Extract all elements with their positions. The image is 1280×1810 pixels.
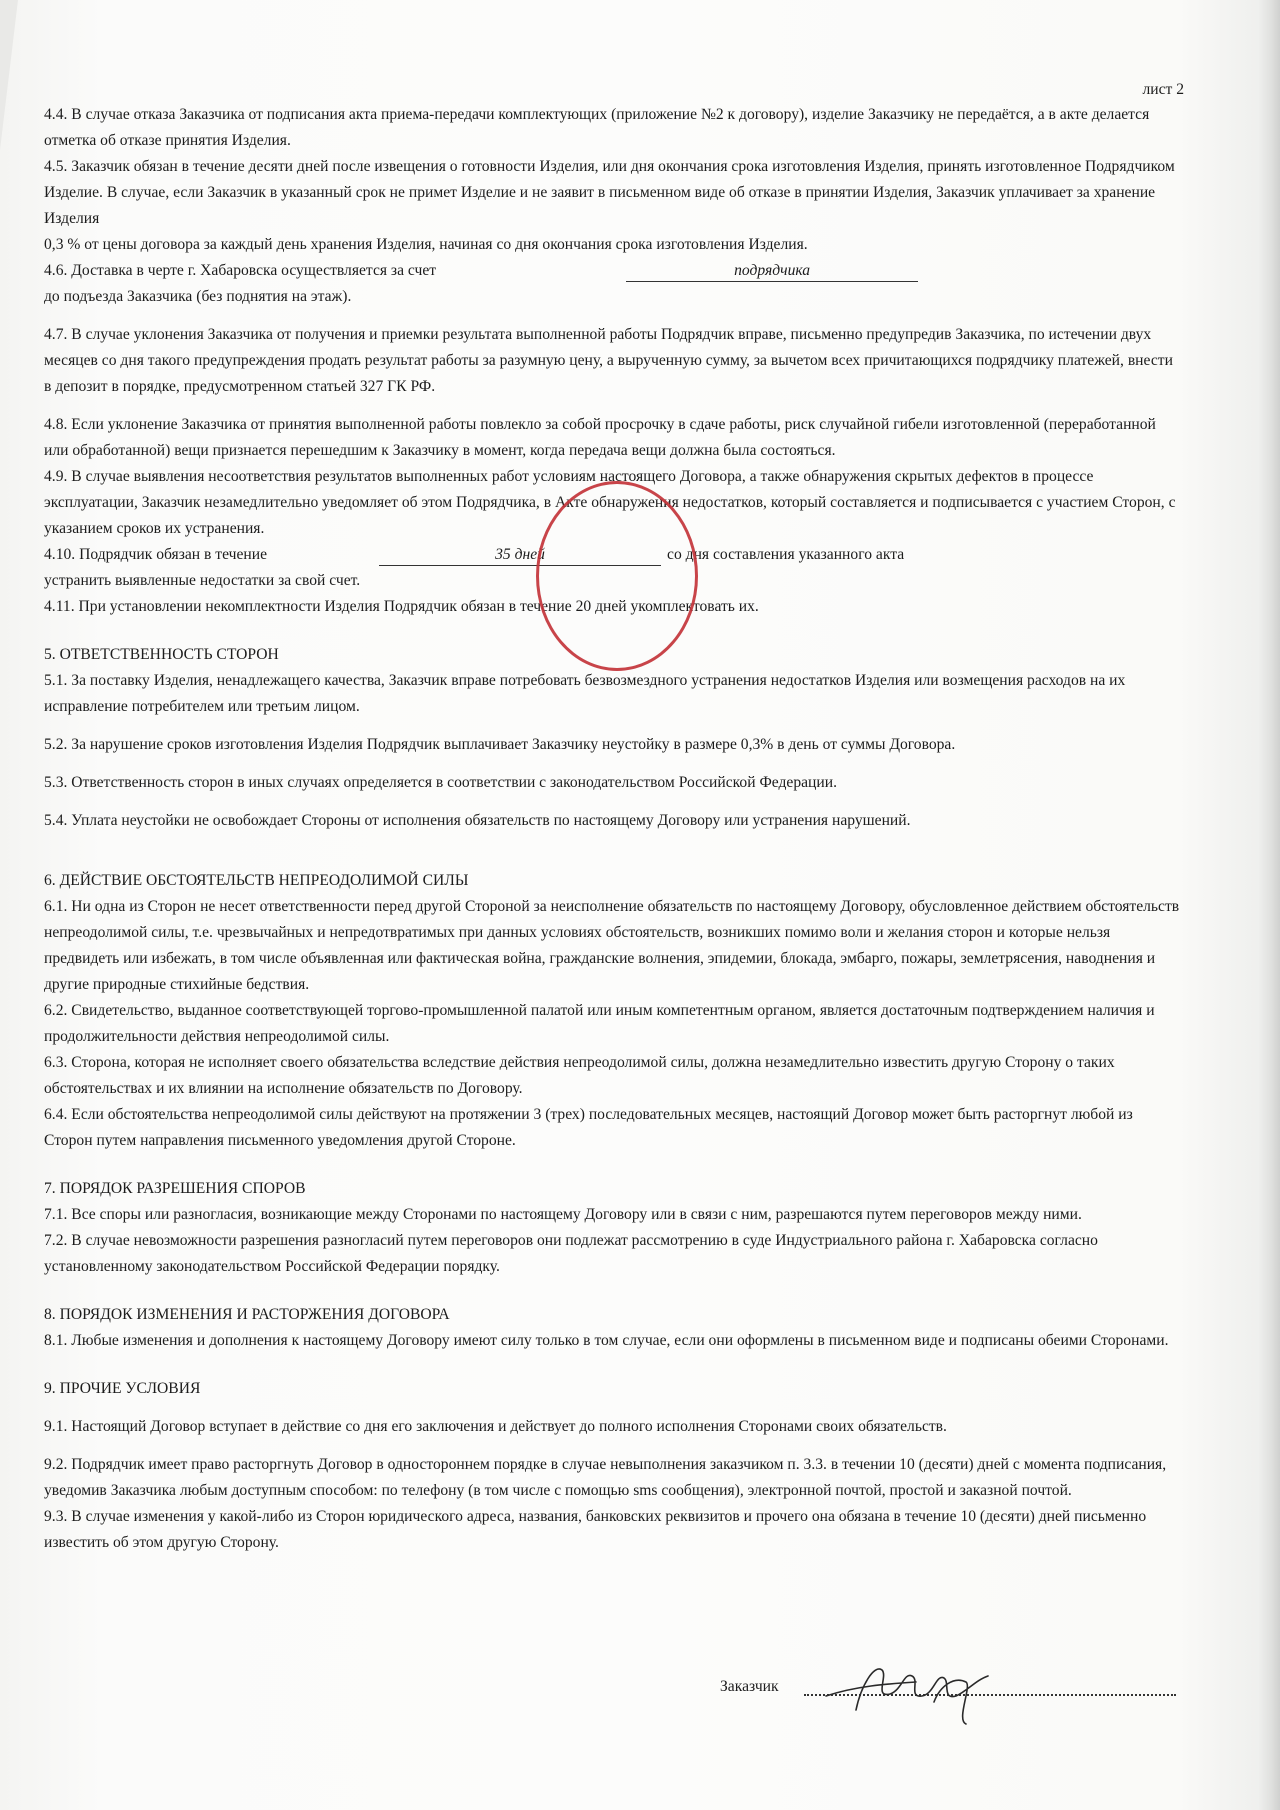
clause-4-4: 4.4. В случае отказа Заказчика от подписания акта приема-передачи комплектующих (приложение №2 к договору), изделие Заказчику не передаётся, а в акте делается отметка об отказе принятия Изделия. <box>44 106 1150 149</box>
clause-4-9: 4.9. В случае выявления несоответствия результатов выполненных работ условиям настоящего Договора, а также обнаружения скрытых дефектов в процессе эксплуатации, Заказчик незамедлительно уведомляет об этом Подрядчика, в Акте обнаружения недостатков, который составляется и подписывается с участием Сторон, с указанием сроков их устранения. <box>44 468 1176 537</box>
document-body <box>44 78 1184 1556</box>
clause-7-1: 7.1. Все споры или разногласия, возникающие между Сторонами по настоящему Договору или в связи с ним, разрешаются путем переговоров между ними. <box>44 1206 1082 1223</box>
folded-corner <box>0 0 18 150</box>
clause-4-10-line2: устранить выявленные недостатки за свой счет. <box>44 572 361 589</box>
clause-4-6 <box>44 258 1184 284</box>
customer-signature-label: Заказчик <box>720 1678 779 1695</box>
clause-4-10-text: 4.10. Подрядчик обязан в течение <box>44 546 268 563</box>
clause-4-7: 4.7. В случае уклонения Заказчика от получения и приемки результата выполненной работы Подрядчик вправе, письменно предупредив Заказчика, по истечении двух месяцев со дня такого предупреждения продать результат работы за разумную цену, а вырученную сумму, за вычетом всех причитающихся подрядчику платежей, внести в депозит в порядке, предусмотренном статьей 327 ГК РФ. <box>44 326 1173 395</box>
clause-9-1: 9.1. Настоящий Договор вступает в действие со дня его заключения и действует до полного исполнения Сторонами своих обязательств. <box>44 1418 947 1435</box>
delivery-payer-value: подрядчика <box>626 261 918 282</box>
section-9-title: 9. ПРОЧИЕ УСЛОВИЯ <box>44 1380 201 1397</box>
section-7-title: 7. ПОРЯДОК РАЗРЕШЕНИЯ СПОРОВ <box>44 1180 306 1197</box>
clause-4-5-rate: 0,3 % от цены договора за каждый день хранения Изделия, начиная со дня окончания срока изготовления Изделия. <box>44 236 808 253</box>
section-8-title: 8. ПОРЯДОК ИЗМЕНЕНИЯ И РАСТОРЖЕНИЯ ДОГОВОРА <box>44 1306 450 1323</box>
clause-6-1: 6.1. Ни одна из Сторон не несет ответственности перед другой Стороной за неисполнение обязательств по настоящему Договору, обусловленное действием обстоятельств непреодолимой силы, т.е. чрезвычайных и непредотвратимых при данных условиях обстоятельств, возникших помимо воли и желания сторон и которые нельзя предвидеть или избежать, в том числе объявленная или фактическая война, гражданские волнения, эпидемии, блокада, эмбарго, пожары, землетрясения, наводнения и другие природные стихийные бедствия. <box>44 898 1180 993</box>
section-5-title: 5. ОТВЕТСТВЕННОСТЬ СТОРОН <box>44 646 279 663</box>
repair-days-value: 35 дней <box>379 545 661 566</box>
clause-4-8: 4.8. Если уклонение Заказчика от принятия выполненной работы повлекло за собой просрочку в сдаче работы, риск случайной гибели изготовленной (переработанной или обработанной) вещи признается перешедшим к Заказчику в момент, когда передача вещи должна была состояться. <box>44 416 1156 459</box>
clause-9-3: 9.3. В случае изменения у какой-либо из Сторон юридического адреса, названия, банковских реквизитов и прочего она обязана в течение 10 (десяти) дней письменно известить об этом другую Сторону. <box>44 1508 1147 1551</box>
clause-4-5: 4.5. Заказчик обязан в течение десяти дней после извещения о готовности Изделия, или дня окончания срока изготовления Изделия, принять изготовленное Подрядчиком Изделие. В случае, если Заказчик в указанный срок не примет Изделие и не заявит в письменном виде об отказе в принятии Изделия, Заказчик уплачивает за хранение Изделия <box>44 158 1175 227</box>
clause-4-11: 4.11. При установлении некомплектности Изделия Подрядчик обязан в течение 20 дней укомплектовать их. <box>44 598 759 615</box>
clause-7-2: 7.2. В случае невозможности разрешения разногласий путем переговоров они подлежат рассмотрению в суде Индустриального района г. Хабаровска согласно установленному законодательством Российской Федерации порядку. <box>44 1232 1098 1275</box>
clause-4-10-tail: со дня составления указанного акта <box>667 546 905 563</box>
clause-5-4: 5.4. Уплата неустойки не освобождает Стороны от исполнения обязательств по настоящему Договору или устранения нарушений. <box>44 812 911 829</box>
clause-6-4: 6.4. Если обстоятельства непреодолимой силы действуют на протяжении 3 (трех) последовательных месяцев, настоящий Договор может быть расторгнут любой из Сторон путем направления письменного уведомления другой Стороне. <box>44 1106 1133 1149</box>
customer-signature-block <box>720 1652 1180 1712</box>
red-circle-mark <box>536 481 698 671</box>
clause-5-2: 5.2. За нарушение сроков изготовления Изделия Подрядчик выплачивает Заказчику неустойку в размере 0,3% в день от суммы Договора. <box>44 736 956 753</box>
clause-5-3: 5.3. Ответственность сторон в иных случаях определяется в соответствии с законодательством Российской Федерации. <box>44 774 837 791</box>
clause-6-3: 6.3. Сторона, которая не исполняет своего обязательства вследствие действия непреодолимой силы, должна незамедлительно известить другую Сторону о таких обстоятельствах и их влиянии на исполнение обязательств по Договору. <box>44 1054 1115 1097</box>
page-edge-shadow <box>1258 0 1280 1810</box>
clause-6-2: 6.2. Свидетельство, выданное соответствующей торгово-промышленной палатой или иным компетентным органом, является достаточным подтверждением наличия и продолжительности действия непреодолимой силы. <box>44 1002 1155 1045</box>
sheet-number: лист 2 <box>1142 81 1184 98</box>
clause-5-1: 5.1. За поставку Изделия, ненадлежащего качества, Заказчик вправе потребовать безвозмездного устранения недостатков Изделия или возмещения расходов на их исправление потребителем или третьим лицом. <box>44 672 1126 715</box>
clause-9-2: 9.2. Подрядчик имеет право расторгнуть Договор в одностороннем порядке в случае невыполнения заказчиком п. 3.3. в течении 10 (десяти) дней с момента подписания, уведомив Заказчика любым доступным способом: по телефону (в том числе с помощью sms сообщения), электронной почтой, простой и заказной почтой. <box>44 1456 1167 1499</box>
clause-4-6-tail: до подъезда Заказчика (без поднятия на этаж). <box>44 288 352 305</box>
section-6-title: 6. ДЕЙСТВИЕ ОБСТОЯТЕЛЬСТВ НЕПРЕОДОЛИМОЙ СИЛЫ <box>44 872 469 889</box>
clause-4-6-text: 4.6. Доставка в черте г. Хабаровска осуществляется за счет <box>44 262 437 279</box>
handwritten-signature-icon <box>816 1646 1006 1726</box>
clause-8-1: 8.1. Любые изменения и дополнения к настоящему Договору имеют силу только в том случае, если они оформлены в письменном виде и подписаны обеими Сторонами. <box>44 1332 1169 1349</box>
